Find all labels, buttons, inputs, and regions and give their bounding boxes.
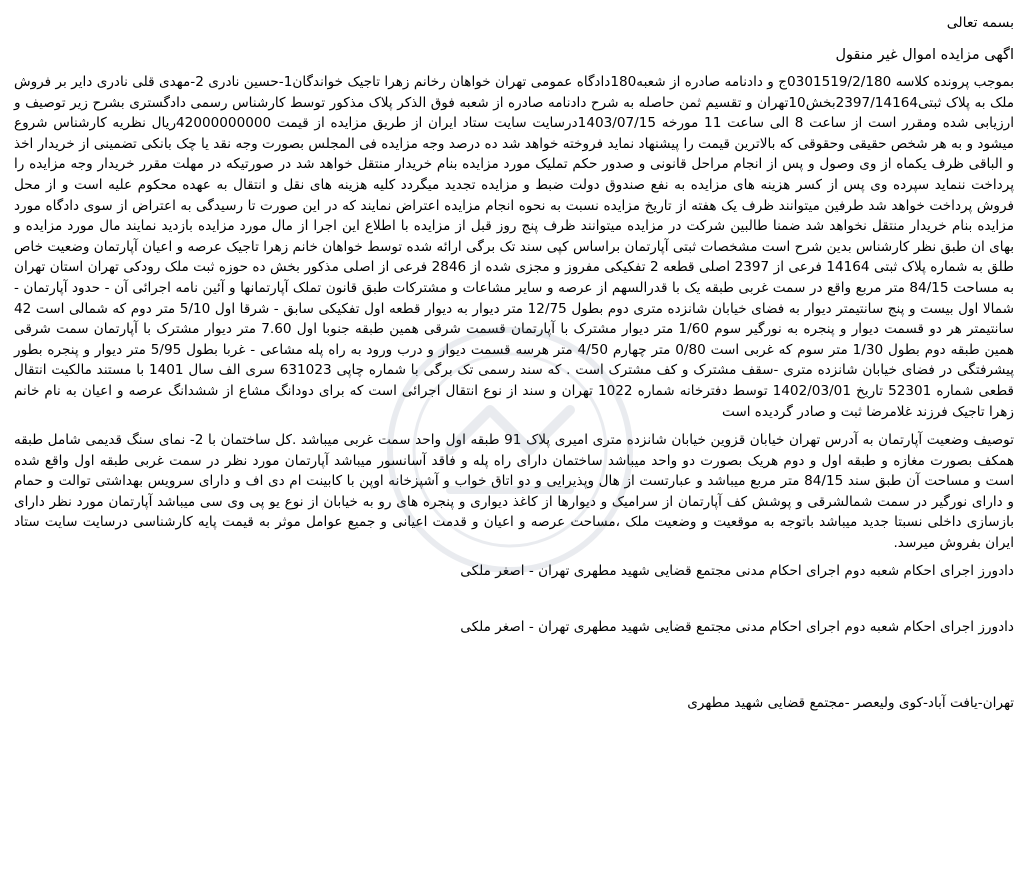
document-heading: بسمه تعالی	[946, 15, 1014, 31]
signature-line-2: دادورز اجرای احکام شعبه دوم اجرای احکام مدنی مجتمع قضایی شهید مطهری تهران - اصغر ملکی	[460, 618, 1014, 635]
signature-line-1: دادورز اجرای احکام شعبه دوم اجرای احکام مدنی مجتمع قضایی شهید مطهری تهران - اصغر ملکی	[460, 562, 1014, 579]
document-title: اگهی مزایده اموال غیر منقول	[835, 47, 1014, 63]
notice-paragraph-2: توصیف وضعیت آپارتمان به آدرس تهران خیابان قزوین خیابان شانزده متری امیری پلاک 91 طبقه اول واحد سمت غربی میباشد .کل ساختمان با 2- نمای سنگ قدیمی شامل طبقه همکف بصورت مغازه و طبقه اول و دوم هریک بصورت دو واحد میباشد ساختمان دارای راه پله و فاقد آسانسور میباشد آپارتمان مورد نظر در سمت غربی طبقه اول واقع شده است و مساحت آن طبق سند 84/15 متر مربع میباشد و عبارتست از هال وپذیرایی و دو اتاق خواب و آشپزخانه اوپن با کابینت ام دی اف و دارای سرویس بهداشتی توالت و حمام و دارای نورگیر در سمت شمالشرقی و پوشش کف آپارتمان از سرامیک و دیوارها از کاغذ دیواری و پنجره های رو به خیابان از نوع یو پی وی سی میباشد آپارتمان مورد نظر دارای بازسازی داخلی نسبتا جدید میباشد باتوجه به موقعیت و وضعیت ملک ،مساحت عرصه و اعیان و قدمت اعیانی و جمیع عوامل موثر به قیمت پایه کارشناسی درسایت سایت ستاد ایران بفروش میرسد.	[14, 432, 1015, 552]
notice-paragraph-1: بموجب پرونده کلاسه 0301519/2/180ج و دادنامه صادره از شعبه180دادگاه عمومی تهران خواهان رخانم زهرا تاجیک خواندگان1-حسین نادری 2-مهدی قلی نادری دایر بر فروش ملک به پلاک ثبتی2397/14164بخش10تهران و تقسیم ثمن حاصله به شرح دادنامه صادره از شعبه فوق الذکر پلاک مذکور توسط کارشناس رسمی دادگستری بشرح زیر توصیف و ارزیابی شده ومقرر است از ساعت 8 الی ساعت 11 مورخه 1403/07/15درسایت سایت ستاد ایران از طریق مزایده از قیمت 42000000000ریال نظریه کارشناس شروع میشود و به هر شخص حقیقی وحقوقی که بالاترین قیمت را پیشنهاد نماید فروخته خواهد شد ده درصد وجه مزایده فی المجلس بصورت وجه نقد یا چک بانکی تضمینی از خریدار اخذ و الباقی ظرف یکماه از وی وصول و پس از انجام مراحل قانونی و صدور حکم تملیک مورد مزایده بنام خریدار منتقل خواهد شد در صورتیکه در مهلت مقرر خریدار وجه مزایده را پرداخت ننماید سپرده وی پس از کسر هزینه های مزایده به نفع صندوق دولت ضبط و مزایده تجدید میگردد کلیه هزینه های نقل و انتقال به عهده محکوم علیه است و از محل فروش پرداخت خواهد شد طرفین میتوانند ظرف یک هفته از تاریخ مزایده نسبت به نحوه انجام مزایده اعتراض نمایند که در این صورت تا رسیدگی به اعتراض از سوی دادگاه مورد مزایده بنام خریدار منتقل نخواهد شد ضمنا طالبین شرکت در مزایده میتوانند ظرف پنج روز قبل از مزایده با اطلاع این اجرا از مال مورد مزایده بازدید نمایند مال مورد مزایده و بهای ان طبق نظر کارشناس بدین شرح است مشخصات ثبتی آپارتمان براساس کپی سند تک برگی ارائه شده توسط خواهان خانم زهرا تاجیک عرصه و اعیان آپارتمان وضعیت خاص طلق به شماره پلاک ثبتی 14164 فرعی از 2397 اصلی قطعه 2 تفکیکی مفروز و مجزی شده از 2846 فرعی از اصلی مذکور بخش ده حوزه ثبت ملک رودکی تهران استان تهران به مساحت 84/15 متر مربع واقع در سمت غربی طبقه یک با قدرالسهم از عرصه و سایر مشاعات و مشترکات طبق قانون تملک آپارتمانها و آئین نامه اجرائی آن - حدود آپارتمان - شمالا اول بیست و پنج سانتیمتر دیوار به فضای خیابان شانزده متری دوم بطول 12/75 متر دیوار به دیوار قطعه اول تفکیکی سابق - شرقا اول 5/10 متر دوم که شمالی است 42 سانتیمتر هر دو قسمت دیوار و پنجره به نورگیر سوم 1/60 متر دیوار مشترک با آپارتمان قسمت شرقی همین طبقه جنوبا اول 7.60 متر دیوار مشترک با آپارتمان سمت شرقی همین طبقه دوم بطول 1/30 متر سوم که غربی است 0/80 متر چهارم 4/50 متر هرسه قسمت دیوار و درب ورود به راه پله مشاعی - غربا بطول 5/95 متر دیوار و پنجره بطور پیشرفتگی در فضای خیابان شانزده متری -سقف مشترک و کف مشترک است . که سند رسمی تک برگی با شماره چاپی 631023 سری الف سال 1401 با مستند مالکیت انتقال قطعی شماره 52301 تاریخ 1402/03/01 توسط دفترخانه شماره 1022 تهران و سند از نوع انتقال اجرائی است که برای دودانگ مشاع از ششدانگ عرصه و اعیان به نام خانم زهرا تاجیک فرزند غلامرضا ثبت و صادر گردیده است	[14, 74, 1015, 420]
address-line: تهران-یافت آباد-کوی ولیعصر -مجتمع قضایی شهید مطهری	[687, 694, 1014, 711]
